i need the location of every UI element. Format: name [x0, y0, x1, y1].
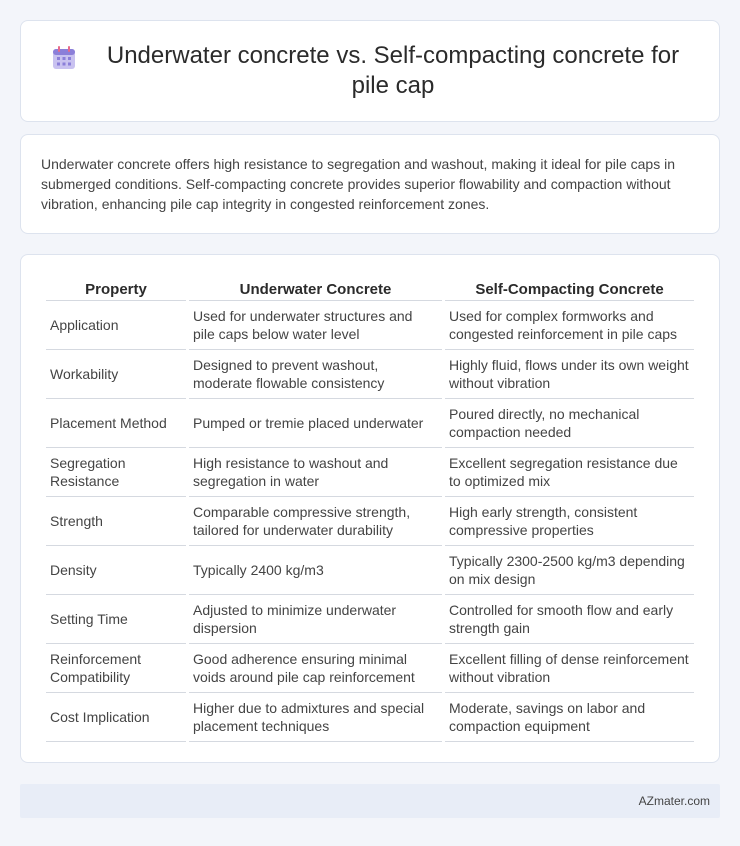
summary-card [20, 134, 720, 234]
property-cell: Workability [46, 350, 186, 399]
underwater-cell: Designed to prevent washout, moderate flowable consistency [189, 350, 442, 399]
self-compacting-cell: Used for complex formworks and congested reinforcement in pile caps [445, 301, 694, 350]
underwater-cell: Used for underwater structures and pile caps below water level [189, 301, 442, 350]
property-cell: Placement Method [46, 399, 186, 448]
property-cell: Density [46, 546, 186, 595]
property-cell: Segregation Resistance [46, 448, 186, 497]
title-card [20, 20, 720, 122]
underwater-cell: Comparable compressive strength, tailored for underwater durability [189, 497, 442, 546]
self-compacting-cell: Excellent segregation resistance due to optimized mix [445, 448, 694, 497]
self-compacting-cell: Poured directly, no mechanical compaction needed [445, 399, 694, 448]
page-title: Underwater concrete vs. Self-compacting concrete for pile cap [106, 42, 680, 99]
property-cell: Reinforcement Compatibility [46, 644, 186, 693]
property-cell: Setting Time [46, 595, 186, 644]
table-row [46, 546, 694, 595]
property-cell: Application [46, 301, 186, 350]
underwater-cell: Adjusted to minimize underwater dispersion [189, 595, 442, 644]
table-row [46, 350, 694, 399]
table-row [46, 399, 694, 448]
underwater-cell: Typically 2400 kg/m3 [189, 546, 442, 595]
underwater-cell: Good adherence ensuring minimal voids around pile cap reinforcement [189, 644, 442, 693]
summary-text: Underwater concrete offers high resistance to segregation and washout, making it ideal for pile caps in submerged conditions. Self-compacting concrete provides superior flowability and compaction without vibration, enhancing pile cap integrity in congested reinforcement zones. [41, 156, 675, 212]
underwater-cell: Higher due to admixtures and special placement techniques [189, 693, 442, 742]
header-self-compacting-concrete: Self-Compacting Concrete [445, 275, 694, 301]
table-row [46, 644, 694, 693]
self-compacting-cell: Excellent filling of dense reinforcement without vibration [445, 644, 694, 693]
table-header-row [46, 275, 694, 301]
underwater-cell: High resistance to washout and segregation in water [189, 448, 442, 497]
calendar-grid-icon [51, 45, 77, 71]
table-row [46, 448, 694, 497]
self-compacting-cell: Highly fluid, flows under its own weight without vibration [445, 350, 694, 399]
footer-brand: AZmater.com [638, 794, 710, 808]
title-wrap [51, 41, 689, 101]
property-cell: Strength [46, 497, 186, 546]
header-property: Property [46, 275, 186, 301]
comparison-table-card [20, 254, 720, 763]
self-compacting-cell: High early strength, consistent compressive properties [445, 497, 694, 546]
table-row [46, 301, 694, 350]
header-underwater-concrete: Underwater Concrete [189, 275, 442, 301]
table-row [46, 693, 694, 742]
self-compacting-cell: Typically 2300-2500 kg/m3 depending on mix design [445, 546, 694, 595]
self-compacting-cell: Moderate, savings on labor and compaction equipment [445, 693, 694, 742]
table-row [46, 497, 694, 546]
comparison-table [43, 275, 697, 742]
underwater-cell: Pumped or tremie placed underwater [189, 399, 442, 448]
table-row [46, 595, 694, 644]
footer [20, 784, 720, 818]
self-compacting-cell: Controlled for smooth flow and early strength gain [445, 595, 694, 644]
property-cell: Cost Implication [46, 693, 186, 742]
